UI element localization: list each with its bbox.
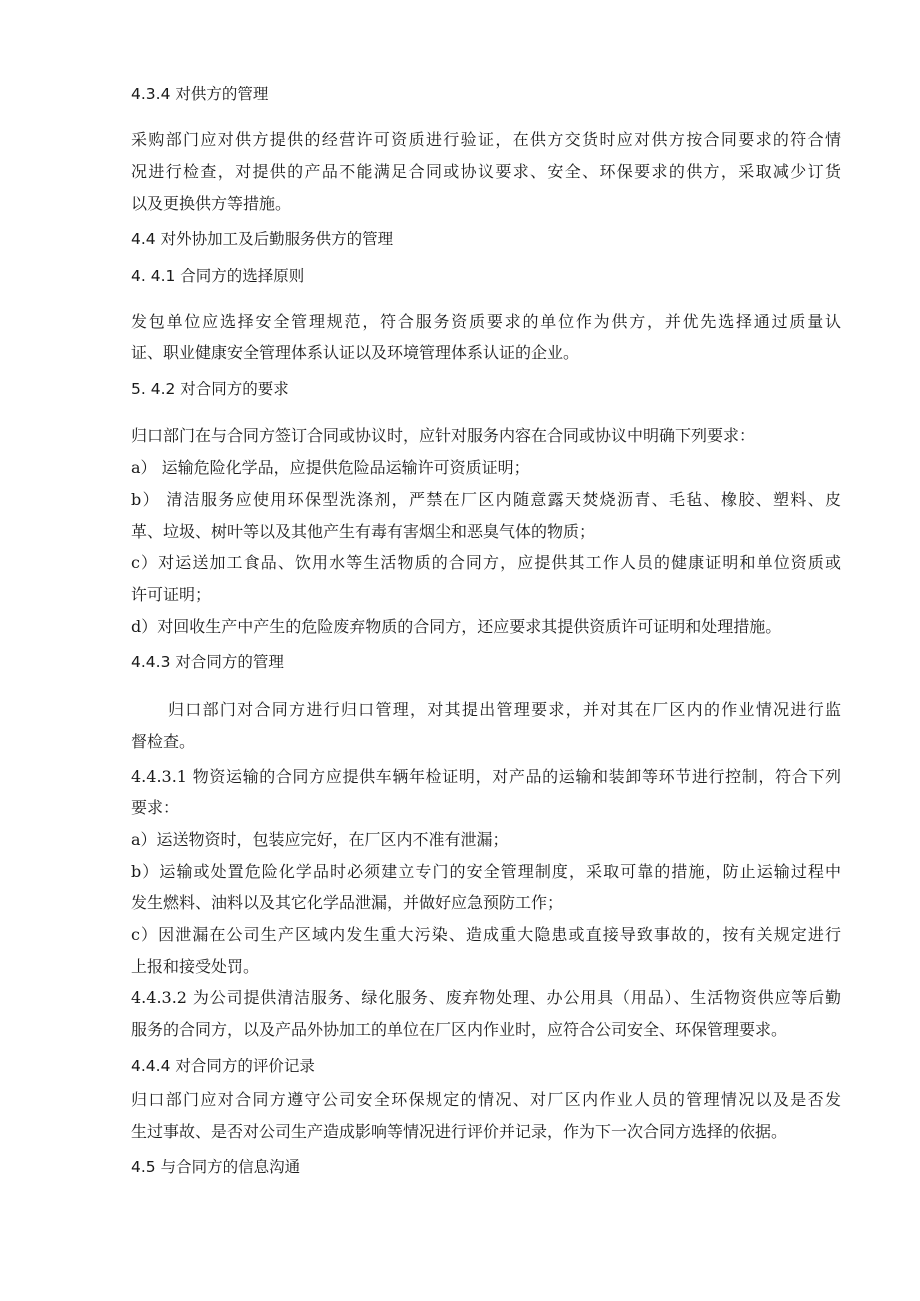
clause-4-4-3-2-cont: 服务的合同方，以及产品外协加工的单位在厂区内作业时，应符合公司安全、环保管理要求。: [131, 1020, 788, 1039]
list-item-c: c）对运送加工食品、饮用水等生活物质的合同方，应提供其工作人员的健康证明和单位资质或: [131, 553, 841, 572]
paragraph-line: 归口部门应对合同方遵守公司安全环保规定的情况、对厂区内作业人员的管理情况以及是否发: [131, 1090, 841, 1109]
section-heading-4-4-1: 4. 4.1 合同方的选择原则: [131, 267, 305, 285]
paragraph-line: 督检查。: [131, 732, 196, 751]
paragraph-line: 以及更换供方等措施。: [131, 194, 292, 213]
section-heading-4-4-2: 5. 4.2 对合同方的要求: [131, 380, 289, 398]
list-item-b-cont: 发生燃料、油料以及其它化学品泄漏，并做好应急预防工作；: [131, 893, 564, 912]
list-item-b: b） 清洁服务应使用环保型洗涤剂，严禁在厂区内随意露天焚烧沥青、毛毡、橡胶、塑料、皮: [131, 490, 841, 509]
paragraph-line: 采购部门应对供方提供的经营许可资质进行验证，在供方交货时应对供方按合同要求的符合情: [131, 130, 841, 149]
section-heading-4-5: 4.5 与合同方的信息沟通: [131, 1158, 301, 1176]
section-heading-4-4-3: 4.4.3 对合同方的管理: [131, 653, 284, 671]
paragraph-line: 证、职业健康安全管理体系认证以及环境管理体系认证的企业。: [131, 343, 580, 362]
paragraph-line: 生过事故、是否对公司生产造成影响等情况进行评价并记录，作为下一次合同方选择的依据。: [131, 1122, 788, 1141]
list-item-d: d）对回收生产中产生的危险废弃物质的合同方，还应要求其提供资质许可证明和处理措施。: [131, 617, 782, 636]
clause-4-4-3-2: 4.4.3.2 为公司提供清洁服务、绿化服务、废弃物处理、办公用具（用品）、生活物资供应等后勤: [131, 988, 841, 1007]
list-item-c: c）因泄漏在公司生产区域内发生重大污染、造成重大隐患或直接导致事故的，按有关规定进行: [131, 925, 841, 944]
paragraph-line: 归口部门在与合同方签订合同或协议时，应针对服务内容在合同或协议中明确下列要求：: [131, 426, 756, 445]
list-item-b-cont: 革、垃圾、树叶等以及其他产生有毒有害烟尘和恶臭气体的物质；: [131, 522, 596, 541]
clause-4-4-3-1: 4.4.3.1 物资运输的合同方应提供车辆年检证明，对产品的运输和装卸等环节进行控制，符合下列: [131, 767, 841, 786]
paragraph-line: 发包单位应选择安全管理规范，符合服务资质要求的单位作为供方，并优先选择通过质量认: [131, 312, 841, 331]
section-heading-4-4: 4.4 对外协加工及后勤服务供方的管理: [131, 230, 394, 248]
clause-4-4-3-1-cont: 要求：: [131, 798, 180, 817]
list-item-c-cont: 许可证明；: [131, 585, 212, 604]
list-item-b: b）运输或处置危险化学品时必须建立专门的安全管理制度，采取可靠的措施，防止运输过程中: [131, 862, 841, 881]
section-heading-4-3-4: 4.3.4 对供方的管理: [131, 85, 269, 103]
section-heading-4-4-4: 4.4.4 对合同方的评价记录: [131, 1057, 315, 1075]
list-item-a: a） 运输危险化学品，应提供危险品运输许可资质证明；: [131, 458, 530, 477]
list-item-c-cont: 上报和接受处罚。: [131, 957, 260, 976]
list-item-a: a）运送物资时，包装应完好，在厂区内不准有泄漏；: [131, 830, 509, 849]
paragraph-line: 况进行检查，对提供的产品不能满足合同或协议要求、安全、环保要求的供方，采取减少订货: [131, 162, 841, 181]
paragraph-line: 归口部门对合同方进行归口管理，对其提出管理要求，并对其在厂区内的作业情况进行监: [168, 700, 841, 719]
